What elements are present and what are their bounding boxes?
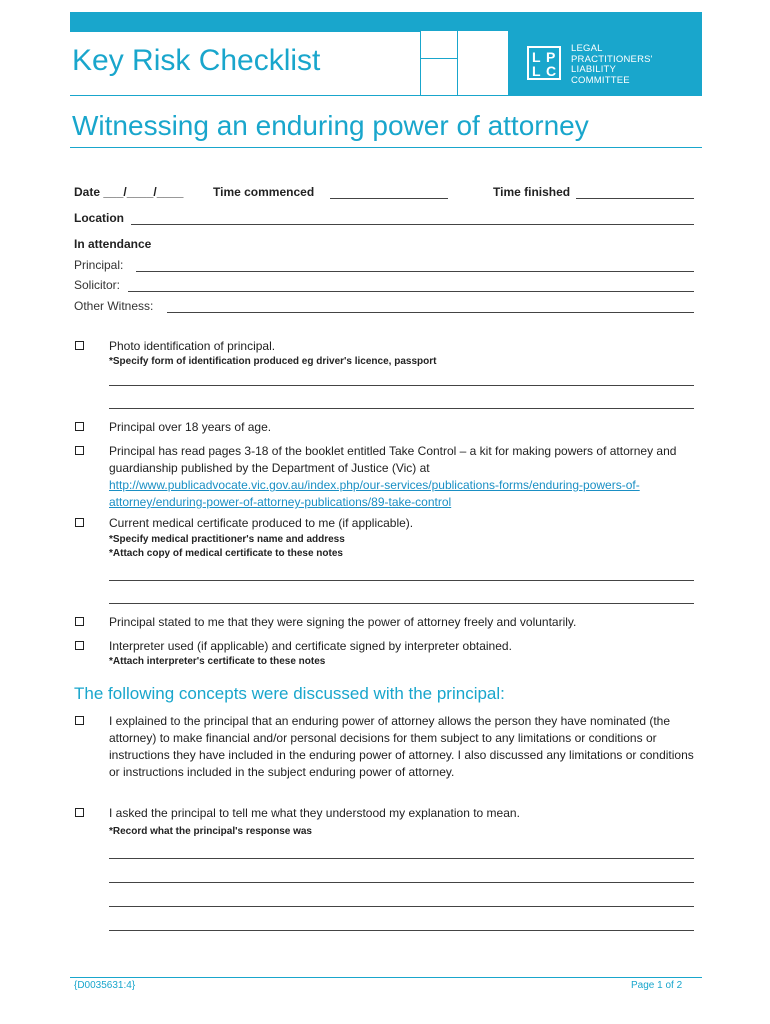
checklist-item-text: Principal stated to me that they were signing the power of attorney freely and voluntarily. <box>109 615 577 629</box>
logo-line: COMMITTEE <box>571 74 630 86</box>
logo-letter: P <box>546 49 556 65</box>
checklist-item-text: I explained to the principal that an enduring power of attorney allows the person they have nominated (the attorney) to make financial and/or personal decisions for them subject to any limitations or conditions or instructions they have included in the enduring power of attorney. I also discussed any limitations or conditions or instructions included in the subject enduring power of attorney. <box>109 714 694 779</box>
principal-field[interactable] <box>136 271 694 272</box>
logo-letter: L <box>532 63 541 79</box>
time-commenced-label: Time commenced <box>213 185 315 199</box>
checkbox-photo-id[interactable] <box>75 341 84 350</box>
page-number: Page 1 of 2 <box>631 980 683 991</box>
notes-line[interactable] <box>109 906 694 907</box>
document-reference: {D0035631:4} <box>74 980 136 991</box>
notes-line[interactable] <box>109 603 694 604</box>
logo-mark <box>527 46 561 80</box>
time-finished-label: Time finished <box>493 185 571 199</box>
header-divider <box>70 31 420 32</box>
checklist-item-text: Principal over 18 years of age. <box>109 420 272 434</box>
checklist-note: *Record what the principal's response was <box>109 826 312 837</box>
solicitor-label: Solicitor: <box>74 278 121 292</box>
checkbox-take-control[interactable] <box>75 446 84 455</box>
checkbox-age[interactable] <box>75 422 84 431</box>
subtitle-rule <box>70 147 702 148</box>
header-divider <box>420 31 421 95</box>
checklist-item-text <box>109 443 699 511</box>
checklist-note: *Attach interpreter's certificate to these notes <box>109 656 326 667</box>
logo-letter: C <box>546 63 557 79</box>
location-field[interactable] <box>131 224 694 225</box>
notes-line[interactable] <box>109 930 694 931</box>
take-control-link[interactable]: http://www.publicadvocate.vic.gov.au/index.php/our-services/publications-forms/enduring-powers-of-attorney/enduring-power-of-attorney-publications/89-take-control <box>109 478 640 509</box>
time-finished-field[interactable] <box>576 198 694 199</box>
location-label: Location <box>74 211 124 225</box>
checklist-item-text: Current medical certificate produced to me (if applicable). <box>109 516 414 530</box>
notes-line[interactable] <box>109 408 694 409</box>
in-attendance-label: In attendance <box>74 237 152 251</box>
principal-label: Principal: <box>74 258 124 272</box>
page-title: Key Risk Checklist <box>72 44 321 77</box>
notes-line[interactable] <box>109 385 694 386</box>
other-witness-label: Other Witness: <box>74 299 154 313</box>
other-witness-field[interactable] <box>167 312 694 313</box>
logo-letter: L <box>532 49 541 65</box>
logo-line: LEGAL <box>571 43 603 54</box>
checkbox-interpreter[interactable] <box>75 641 84 650</box>
checklist-item-text: Interpreter used (if applicable) and certificate signed by interpreter obtained. <box>109 639 512 653</box>
document-subtitle: Witnessing an enduring power of attorney <box>72 110 589 141</box>
notes-line[interactable] <box>109 882 694 883</box>
logo-line: LIABILITY <box>571 64 617 75</box>
solicitor-field[interactable] <box>128 291 694 292</box>
checklist-item-text: I asked the principal to tell me what they understood my explanation to mean. <box>109 806 520 820</box>
checklist-item-text: Photo identification of principal. <box>109 339 276 353</box>
logo-line: PRACTITIONERS' <box>571 53 653 65</box>
time-commenced-field[interactable] <box>330 198 448 199</box>
header-divider <box>420 58 457 59</box>
section-heading: The following concepts were discussed with the principal: <box>74 684 505 703</box>
footer-rule <box>70 977 702 978</box>
notes-line[interactable] <box>109 858 694 859</box>
date-label: Date ___/____/____ <box>74 185 184 199</box>
checkbox-explained-epa[interactable] <box>75 716 84 725</box>
header-bar <box>70 12 702 31</box>
checklist-note: *Specify medical practitioner's name and address <box>109 534 345 545</box>
header-rule <box>70 95 702 96</box>
checkbox-freely-voluntarily[interactable] <box>75 617 84 626</box>
checklist-note: *Attach copy of medical certificate to these notes <box>109 548 343 559</box>
checklist-item-text: Principal has read pages 3-18 of the booklet entitled Take Control – a kit for making powers of attorney and guardianship published by the Department of Justice (Vic) at <box>109 444 677 475</box>
checkbox-understanding[interactable] <box>75 808 84 817</box>
notes-line[interactable] <box>109 580 694 581</box>
checklist-note: *Specify form of identification produced eg driver's licence, passport <box>109 356 437 367</box>
logo-text <box>571 44 691 86</box>
checkbox-medical-certificate[interactable] <box>75 518 84 527</box>
header-divider <box>457 31 458 95</box>
